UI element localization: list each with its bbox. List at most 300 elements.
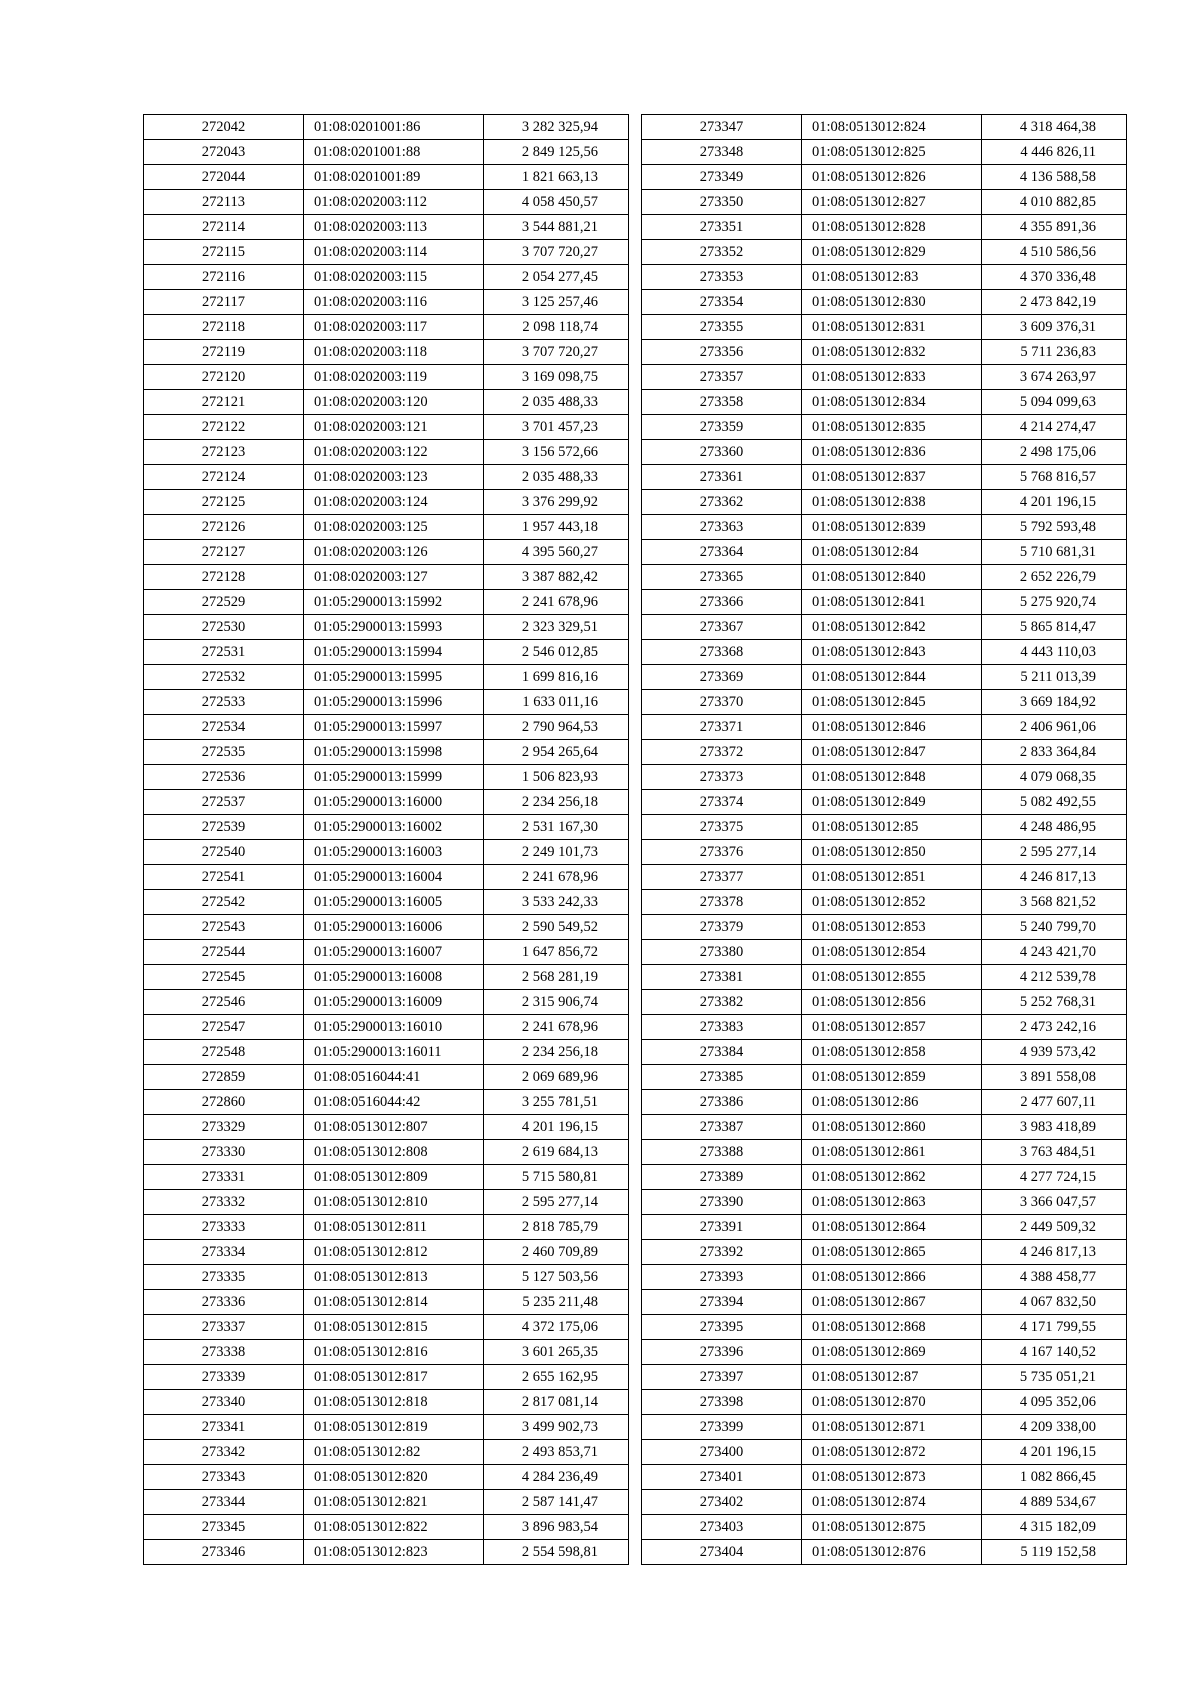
cadastral-number-cell: 01:05:2900013:15997 (304, 715, 484, 740)
cadastral-number-cell: 01:08:0202003:112 (304, 190, 484, 215)
table-row (144, 740, 629, 765)
table-row (642, 1415, 1127, 1440)
table-row (144, 615, 629, 640)
row-id-cell: 273384 (642, 1040, 802, 1065)
row-id-cell: 273331 (144, 1165, 304, 1190)
table-row (144, 990, 629, 1015)
value-cell: 2 817 081,14 (484, 1390, 629, 1415)
row-id-cell: 272128 (144, 565, 304, 590)
table-row (144, 790, 629, 815)
table-row (642, 840, 1127, 865)
row-id-cell: 273373 (642, 765, 802, 790)
row-id-cell: 272119 (144, 340, 304, 365)
cadastral-number-cell: 01:05:2900013:15994 (304, 640, 484, 665)
row-id-cell: 273339 (144, 1365, 304, 1390)
table-row (642, 715, 1127, 740)
row-id-cell: 272118 (144, 315, 304, 340)
table-row (144, 940, 629, 965)
table-row (642, 515, 1127, 540)
cadastral-number-cell: 01:08:0513012:829 (802, 240, 982, 265)
row-id-cell: 273365 (642, 565, 802, 590)
cadastral-number-cell: 01:08:0513012:868 (802, 1315, 982, 1340)
row-id-cell: 273393 (642, 1265, 802, 1290)
value-cell: 2 595 277,14 (982, 840, 1127, 865)
value-cell: 5 792 593,48 (982, 515, 1127, 540)
row-id-cell: 272540 (144, 840, 304, 865)
table-row (144, 215, 629, 240)
cadastral-number-cell: 01:08:0513012:857 (802, 1015, 982, 1040)
cadastral-number-cell: 01:08:0513012:834 (802, 390, 982, 415)
table-row (642, 1165, 1127, 1190)
value-cell: 1 647 856,72 (484, 940, 629, 965)
cadastral-number-cell: 01:08:0202003:120 (304, 390, 484, 415)
value-cell: 4 370 336,48 (982, 265, 1127, 290)
table-row (642, 365, 1127, 390)
table-row (642, 215, 1127, 240)
value-cell: 2 449 509,32 (982, 1215, 1127, 1240)
value-cell: 2 249 101,73 (484, 840, 629, 865)
row-id-cell: 272529 (144, 590, 304, 615)
row-id-cell: 272541 (144, 865, 304, 890)
table-row (144, 540, 629, 565)
row-id-cell: 272125 (144, 490, 304, 515)
value-cell: 2 587 141,47 (484, 1490, 629, 1515)
value-cell: 4 939 573,42 (982, 1040, 1127, 1065)
row-id-cell: 273399 (642, 1415, 802, 1440)
cadastral-number-cell: 01:08:0513012:822 (304, 1515, 484, 1540)
value-cell: 5 094 099,63 (982, 390, 1127, 415)
row-id-cell: 273354 (642, 290, 802, 315)
table-row (144, 1090, 629, 1115)
table-row (642, 1290, 1127, 1315)
row-id-cell: 273345 (144, 1515, 304, 1540)
row-id-cell: 273371 (642, 715, 802, 740)
table-row (642, 865, 1127, 890)
value-cell: 2 473 242,16 (982, 1015, 1127, 1040)
right-data-table (641, 114, 1127, 1565)
cadastral-number-cell: 01:05:2900013:16010 (304, 1015, 484, 1040)
row-id-cell: 273404 (642, 1540, 802, 1565)
value-cell: 5 119 152,58 (982, 1540, 1127, 1565)
value-cell: 4 889 534,67 (982, 1490, 1127, 1515)
value-cell: 2 554 598,81 (484, 1540, 629, 1565)
row-id-cell: 273334 (144, 1240, 304, 1265)
cadastral-number-cell: 01:08:0513012:838 (802, 490, 982, 515)
cadastral-number-cell: 01:08:0202003:115 (304, 265, 484, 290)
value-cell: 2 655 162,95 (484, 1365, 629, 1390)
table-row (642, 1540, 1127, 1565)
table-row (144, 415, 629, 440)
table-row (642, 915, 1127, 940)
table-row (642, 1140, 1127, 1165)
value-cell: 3 601 265,35 (484, 1340, 629, 1365)
cadastral-number-cell: 01:05:2900013:15998 (304, 740, 484, 765)
row-id-cell: 272535 (144, 740, 304, 765)
cadastral-number-cell: 01:05:2900013:16004 (304, 865, 484, 890)
table-row (144, 1415, 629, 1440)
cadastral-number-cell: 01:08:0201001:89 (304, 165, 484, 190)
table-row (144, 890, 629, 915)
cadastral-number-cell: 01:05:2900013:16003 (304, 840, 484, 865)
table-row (642, 115, 1127, 140)
value-cell: 2 590 549,52 (484, 915, 629, 940)
value-cell: 4 246 817,13 (982, 865, 1127, 890)
cadastral-number-cell: 01:05:2900013:15999 (304, 765, 484, 790)
value-cell: 2 323 329,51 (484, 615, 629, 640)
row-id-cell: 272113 (144, 190, 304, 215)
value-cell: 3 674 263,97 (982, 365, 1127, 390)
row-id-cell: 273368 (642, 640, 802, 665)
cadastral-number-cell: 01:08:0513012:87 (802, 1365, 982, 1390)
value-cell: 4 388 458,77 (982, 1265, 1127, 1290)
table-row (642, 1115, 1127, 1140)
cadastral-number-cell: 01:08:0202003:114 (304, 240, 484, 265)
value-cell: 3 282 325,94 (484, 115, 629, 140)
row-id-cell: 273353 (642, 265, 802, 290)
row-id-cell: 272044 (144, 165, 304, 190)
cadastral-number-cell: 01:08:0513012:828 (802, 215, 982, 240)
table-row (144, 365, 629, 390)
cadastral-number-cell: 01:08:0201001:88 (304, 140, 484, 165)
table-row (144, 1290, 629, 1315)
table-row (642, 465, 1127, 490)
row-id-cell: 273396 (642, 1340, 802, 1365)
cadastral-number-cell: 01:08:0513012:819 (304, 1415, 484, 1440)
value-cell: 3 891 558,08 (982, 1065, 1127, 1090)
table-row (642, 490, 1127, 515)
cadastral-number-cell: 01:08:0513012:818 (304, 1390, 484, 1415)
value-cell: 5 865 814,47 (982, 615, 1127, 640)
value-cell: 4 209 338,00 (982, 1415, 1127, 1440)
row-id-cell: 273388 (642, 1140, 802, 1165)
value-cell: 4 214 274,47 (982, 415, 1127, 440)
value-cell: 2 241 678,96 (484, 1015, 629, 1040)
value-cell: 5 211 013,39 (982, 665, 1127, 690)
value-cell: 4 212 539,78 (982, 965, 1127, 990)
table-row (144, 115, 629, 140)
table-row (144, 340, 629, 365)
table-row (144, 590, 629, 615)
row-id-cell: 273349 (642, 165, 802, 190)
row-id-cell: 273357 (642, 365, 802, 390)
value-cell: 3 609 376,31 (982, 315, 1127, 340)
row-id-cell: 273389 (642, 1165, 802, 1190)
row-id-cell: 273350 (642, 190, 802, 215)
table-row (144, 965, 629, 990)
value-cell: 2 954 265,64 (484, 740, 629, 765)
row-id-cell: 273362 (642, 490, 802, 515)
value-cell: 2 818 785,79 (484, 1215, 629, 1240)
row-id-cell: 272531 (144, 640, 304, 665)
table-row (642, 1240, 1127, 1265)
table-row (642, 1365, 1127, 1390)
value-cell: 4 058 450,57 (484, 190, 629, 215)
row-id-cell: 273337 (144, 1315, 304, 1340)
cadastral-number-cell: 01:08:0513012:814 (304, 1290, 484, 1315)
cadastral-number-cell: 01:05:2900013:16002 (304, 815, 484, 840)
value-cell: 2 595 277,14 (484, 1190, 629, 1215)
row-id-cell: 273364 (642, 540, 802, 565)
cadastral-number-cell: 01:08:0513012:85 (802, 815, 982, 840)
cadastral-number-cell: 01:08:0513012:82 (304, 1440, 484, 1465)
table-row (642, 140, 1127, 165)
value-cell: 3 366 047,57 (982, 1190, 1127, 1215)
table-row (144, 1265, 629, 1290)
row-id-cell: 273401 (642, 1465, 802, 1490)
table-row (144, 1515, 629, 1540)
table-row (642, 1515, 1127, 1540)
cadastral-number-cell: 01:08:0513012:876 (802, 1540, 982, 1565)
cadastral-number-cell: 01:08:0513012:871 (802, 1415, 982, 1440)
cadastral-number-cell: 01:08:0513012:824 (802, 115, 982, 140)
value-cell: 2 790 964,53 (484, 715, 629, 740)
row-id-cell: 273336 (144, 1290, 304, 1315)
row-id-cell: 273367 (642, 615, 802, 640)
cadastral-number-cell: 01:08:0513012:870 (802, 1390, 982, 1415)
cadastral-number-cell: 01:08:0513012:810 (304, 1190, 484, 1215)
cadastral-number-cell: 01:08:0202003:113 (304, 215, 484, 240)
cadastral-number-cell: 01:08:0513012:849 (802, 790, 982, 815)
row-id-cell: 273378 (642, 890, 802, 915)
cadastral-number-cell: 01:08:0513012:813 (304, 1265, 484, 1290)
row-id-cell: 273375 (642, 815, 802, 840)
left-table-body (144, 115, 629, 1565)
value-cell: 3 707 720,27 (484, 240, 629, 265)
table-row (642, 290, 1127, 315)
cadastral-number-cell: 01:08:0513012:869 (802, 1340, 982, 1365)
table-row (144, 865, 629, 890)
row-id-cell: 273369 (642, 665, 802, 690)
table-row (144, 1390, 629, 1415)
cadastral-number-cell: 01:08:0513012:807 (304, 1115, 484, 1140)
table-row (642, 1265, 1127, 1290)
value-cell: 4 167 140,52 (982, 1340, 1127, 1365)
value-cell: 2 498 175,06 (982, 440, 1127, 465)
row-id-cell: 273402 (642, 1490, 802, 1515)
table-row (642, 315, 1127, 340)
value-cell: 4 248 486,95 (982, 815, 1127, 840)
value-cell: 5 711 236,83 (982, 340, 1127, 365)
value-cell: 3 763 484,51 (982, 1140, 1127, 1165)
cadastral-number-cell: 01:08:0513012:848 (802, 765, 982, 790)
cadastral-number-cell: 01:08:0513012:821 (304, 1490, 484, 1515)
table-row (144, 1440, 629, 1465)
value-cell: 5 252 768,31 (982, 990, 1127, 1015)
table-row (144, 1190, 629, 1215)
table-row (144, 690, 629, 715)
value-cell: 4 277 724,15 (982, 1165, 1127, 1190)
row-id-cell: 273361 (642, 465, 802, 490)
table-row (642, 1215, 1127, 1240)
table-row (144, 190, 629, 215)
value-cell: 3 387 882,42 (484, 565, 629, 590)
value-cell: 2 241 678,96 (484, 865, 629, 890)
cadastral-number-cell: 01:08:0202003:118 (304, 340, 484, 365)
row-id-cell: 272123 (144, 440, 304, 465)
table-row (144, 1315, 629, 1340)
row-id-cell: 273343 (144, 1465, 304, 1490)
cadastral-number-cell: 01:08:0513012:860 (802, 1115, 982, 1140)
table-row (642, 1065, 1127, 1090)
value-cell: 3 125 257,46 (484, 290, 629, 315)
value-cell: 2 531 167,30 (484, 815, 629, 840)
table-row (642, 390, 1127, 415)
cadastral-number-cell: 01:05:2900013:15996 (304, 690, 484, 715)
table-row (642, 265, 1127, 290)
row-id-cell: 272548 (144, 1040, 304, 1065)
row-id-cell: 273372 (642, 740, 802, 765)
cadastral-number-cell: 01:08:0513012:826 (802, 165, 982, 190)
value-cell: 1 633 011,16 (484, 690, 629, 715)
value-cell: 2 241 678,96 (484, 590, 629, 615)
value-cell: 5 715 580,81 (484, 1165, 629, 1190)
cadastral-number-cell: 01:08:0202003:119 (304, 365, 484, 390)
value-cell: 2 473 842,19 (982, 290, 1127, 315)
value-cell: 4 510 586,56 (982, 240, 1127, 265)
table-row (642, 1465, 1127, 1490)
cadastral-number-cell: 01:08:0513012:825 (802, 140, 982, 165)
cadastral-number-cell: 01:08:0513012:845 (802, 690, 982, 715)
cadastral-number-cell: 01:05:2900013:16011 (304, 1040, 484, 1065)
row-id-cell: 272121 (144, 390, 304, 415)
cadastral-number-cell: 01:08:0513012:83 (802, 265, 982, 290)
cadastral-number-cell: 01:08:0513012:837 (802, 465, 982, 490)
table-row (642, 340, 1127, 365)
value-cell: 5 127 503,56 (484, 1265, 629, 1290)
cadastral-number-cell: 01:08:0513012:832 (802, 340, 982, 365)
row-id-cell: 272859 (144, 1065, 304, 1090)
row-id-cell: 273355 (642, 315, 802, 340)
value-cell: 4 067 832,50 (982, 1290, 1127, 1315)
cadastral-number-cell: 01:08:0202003:122 (304, 440, 484, 465)
row-id-cell: 272545 (144, 965, 304, 990)
row-id-cell: 273379 (642, 915, 802, 940)
table-row (144, 1040, 629, 1065)
value-cell: 2 069 689,96 (484, 1065, 629, 1090)
row-id-cell: 272126 (144, 515, 304, 540)
table-row (144, 640, 629, 665)
row-id-cell: 272532 (144, 665, 304, 690)
row-id-cell: 272533 (144, 690, 304, 715)
cadastral-number-cell: 01:08:0513012:864 (802, 1215, 982, 1240)
table-row (642, 1390, 1127, 1415)
cadastral-number-cell: 01:08:0513012:856 (802, 990, 982, 1015)
row-id-cell: 273370 (642, 690, 802, 715)
value-cell: 2 546 012,85 (484, 640, 629, 665)
value-cell: 2 477 607,11 (982, 1090, 1127, 1115)
value-cell: 2 493 853,71 (484, 1440, 629, 1465)
value-cell: 1 699 816,16 (484, 665, 629, 690)
row-id-cell: 273382 (642, 990, 802, 1015)
table-row (642, 1440, 1127, 1465)
table-row (642, 1015, 1127, 1040)
row-id-cell: 273340 (144, 1390, 304, 1415)
row-id-cell: 272124 (144, 465, 304, 490)
row-id-cell: 273403 (642, 1515, 802, 1540)
value-cell: 4 246 817,13 (982, 1240, 1127, 1265)
table-row (144, 815, 629, 840)
cadastral-number-cell: 01:05:2900013:16006 (304, 915, 484, 940)
value-cell: 2 619 684,13 (484, 1140, 629, 1165)
row-id-cell: 273348 (642, 140, 802, 165)
cadastral-number-cell: 01:05:2900013:16005 (304, 890, 484, 915)
table-row (144, 515, 629, 540)
cadastral-number-cell: 01:08:0513012:862 (802, 1165, 982, 1190)
row-id-cell: 272116 (144, 265, 304, 290)
row-id-cell: 272546 (144, 990, 304, 1015)
cadastral-number-cell: 01:08:0513012:841 (802, 590, 982, 615)
table-row (642, 740, 1127, 765)
table-row (642, 590, 1127, 615)
cadastral-number-cell: 01:08:0513012:823 (304, 1540, 484, 1565)
cadastral-number-cell: 01:08:0202003:125 (304, 515, 484, 540)
row-id-cell: 272114 (144, 215, 304, 240)
cadastral-number-cell: 01:08:0202003:126 (304, 540, 484, 565)
table-row (642, 240, 1127, 265)
cadastral-number-cell: 01:08:0513012:831 (802, 315, 982, 340)
value-cell: 2 406 961,06 (982, 715, 1127, 740)
row-id-cell: 273376 (642, 840, 802, 865)
value-cell: 3 896 983,54 (484, 1515, 629, 1540)
cadastral-number-cell: 01:05:2900013:16007 (304, 940, 484, 965)
table-row (144, 290, 629, 315)
row-id-cell: 273391 (642, 1215, 802, 1240)
value-cell: 4 201 196,15 (982, 1440, 1127, 1465)
cadastral-number-cell: 01:08:0513012:847 (802, 740, 982, 765)
value-cell: 5 768 816,57 (982, 465, 1127, 490)
value-cell: 1 506 823,93 (484, 765, 629, 790)
value-cell: 4 010 882,85 (982, 190, 1127, 215)
cadastral-number-cell: 01:08:0513012:863 (802, 1190, 982, 1215)
row-id-cell: 273347 (642, 115, 802, 140)
cadastral-number-cell: 01:08:0513012:843 (802, 640, 982, 665)
cadastral-number-cell: 01:05:2900013:16008 (304, 965, 484, 990)
row-id-cell: 273332 (144, 1190, 304, 1215)
row-id-cell: 273377 (642, 865, 802, 890)
value-cell: 3 255 781,51 (484, 1090, 629, 1115)
value-cell: 4 079 068,35 (982, 765, 1127, 790)
row-id-cell: 273400 (642, 1440, 802, 1465)
value-cell: 4 095 352,06 (982, 1390, 1127, 1415)
row-id-cell: 272860 (144, 1090, 304, 1115)
row-id-cell: 273397 (642, 1365, 802, 1390)
cadastral-number-cell: 01:08:0513012:866 (802, 1265, 982, 1290)
row-id-cell: 273344 (144, 1490, 304, 1515)
row-id-cell: 272537 (144, 790, 304, 815)
value-cell: 5 082 492,55 (982, 790, 1127, 815)
value-cell: 1 082 866,45 (982, 1465, 1127, 1490)
value-cell: 4 201 196,15 (982, 490, 1127, 515)
table-row (144, 840, 629, 865)
value-cell: 3 533 242,33 (484, 890, 629, 915)
cadastral-number-cell: 01:08:0513012:811 (304, 1215, 484, 1240)
value-cell: 4 355 891,36 (982, 215, 1127, 240)
value-cell: 2 098 118,74 (484, 315, 629, 340)
cadastral-number-cell: 01:08:0513012:844 (802, 665, 982, 690)
cadastral-number-cell: 01:08:0513012:850 (802, 840, 982, 865)
row-id-cell: 272042 (144, 115, 304, 140)
table-row (642, 790, 1127, 815)
cadastral-number-cell: 01:08:0513012:842 (802, 615, 982, 640)
table-row (144, 465, 629, 490)
cadastral-number-cell: 01:05:2900013:16000 (304, 790, 484, 815)
value-cell: 3 707 720,27 (484, 340, 629, 365)
row-id-cell: 273342 (144, 1440, 304, 1465)
row-id-cell: 272539 (144, 815, 304, 840)
row-id-cell: 272127 (144, 540, 304, 565)
row-id-cell: 273395 (642, 1315, 802, 1340)
cadastral-number-cell: 01:08:0513012:875 (802, 1515, 982, 1540)
